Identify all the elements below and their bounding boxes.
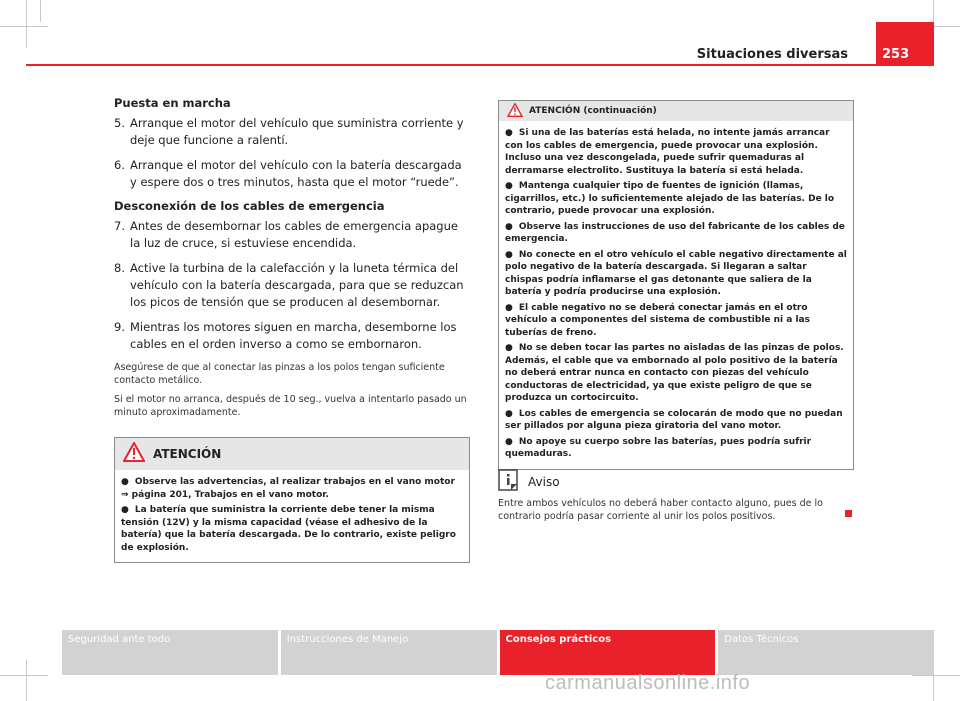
warning-item: [121, 504, 463, 554]
step-text: Mientras los motores siguen en marcha, desemborne los cables en el orden inverso a como se embornaron.: [130, 320, 457, 351]
warning-title: ATENCIÓN: [153, 447, 222, 461]
bullet: ●: [505, 249, 513, 260]
step-item: [114, 218, 470, 252]
info-note: [498, 469, 852, 523]
step-text: Arranque el motor del vehículo que suministra corriente y deje que funcione a ralentí.: [130, 116, 464, 147]
warning-title: ATENCIÓN (continuación): [529, 106, 657, 116]
tab-datos[interactable]: Datos Técnicos: [718, 630, 934, 675]
warning-item: [505, 408, 847, 433]
crop-mark: [0, 26, 48, 27]
warning-triangle-icon: [123, 442, 145, 466]
bullet: ●: [505, 436, 513, 447]
step-number: 5.: [114, 116, 125, 130]
warning-header: [499, 101, 853, 121]
warning-header: [115, 438, 469, 470]
warning-item-text: No se deben tocar las partes no aisladas de las pinzas de polos. Además, el cable que va embornado al polo positivo de la batería no deberá entrar nunca en contacto con piezas del vehículo conductoras de electricidad, ya que existe peligro de que se produzca un cortocircuito.: [505, 343, 844, 403]
end-of-section-mark: [845, 510, 852, 517]
note-paragraph: Asegúrese de que al conectar las pinzas a los polos tengan suficiente contacto metálico.: [114, 362, 445, 386]
warning-box-continued: [498, 100, 854, 470]
bullet: ●: [505, 181, 513, 191]
crop-mark: [912, 675, 960, 676]
watermark: carmanualsonline.info: [545, 672, 751, 694]
bullet: ●: [505, 221, 513, 232]
header-rule: [26, 64, 934, 66]
warning-item-text: Observe las advertencias, al realizar trabajos en el vano motor ⇒ página 201, Trabajos en el vano motor.: [121, 477, 455, 500]
bullet: ●: [505, 408, 513, 419]
tab-seguridad[interactable]: Seguridad ante todo: [62, 630, 278, 675]
crop-mark: [0, 675, 48, 676]
step-number: 8.: [114, 261, 125, 275]
warning-item: [505, 436, 847, 461]
crop-mark: [26, 660, 27, 701]
page-number: 253: [882, 47, 910, 62]
page-number-box: [876, 22, 934, 64]
info-note-icon: [498, 469, 518, 495]
step-number: 6.: [114, 158, 125, 172]
warning-item-text: No conecte en el otro vehículo el cable negativo directamente al polo negativo de la batería descargada. Si llegaran a saltar chispas podría inflamarse el gas detonante que saliera de la batería y podría producirse una explosión.: [505, 249, 847, 297]
bullet: ●: [505, 128, 513, 138]
warning-item-text: Observe las instrucciones de uso del fabricante de los cables de emergencia.: [505, 221, 845, 244]
tab-consejos[interactable]: Consejos prácticos: [500, 630, 716, 675]
step-item: [114, 260, 470, 311]
warning-triangle-icon: [507, 102, 523, 121]
warning-item: [505, 342, 847, 405]
info-note-title: Aviso: [528, 475, 560, 489]
warning-item-text: El cable negativo no se deberá conectar jamás en el otro vehículo a componentes del sistema de combustible ni a las tuberías de freno.: [505, 302, 810, 338]
warning-body: [115, 470, 469, 562]
warning-item: [505, 302, 847, 340]
warning-item: [505, 249, 847, 299]
bullet: ●: [121, 505, 129, 515]
info-note-header: [498, 469, 852, 495]
warning-item-text: Mantenga cualquier tipo de fuentes de ignición (llamas, cigarrillos, etc.) lo suficientemente alejado de las baterías. De lo contrario, puede provocar una explosión.: [505, 181, 835, 216]
step-item: [114, 157, 470, 191]
heading-disconnect: Desconexión de los cables de emergencia: [114, 199, 385, 213]
step-text: Antes de desembornar los cables de emergencia apague la luz de cruce, si estuviese encendida.: [130, 219, 458, 250]
note-paragraph: Si el motor no arranca, después de 10 seg., vuelva a intentarlo pasado un minuto aproximadamente.: [114, 394, 467, 418]
step-item: [114, 115, 470, 149]
section-title: Situaciones diversas: [696, 47, 848, 62]
step-text: Arranque el motor del vehículo con la batería descargada y espere dos o tres minutos, hasta que el motor “ruede”.: [130, 158, 462, 189]
warning-item-text: Los cables de emergencia se colocarán de modo que no puedan ser pillados por alguna pieza giratoria del vano motor.: [505, 408, 843, 431]
bullet: ●: [505, 343, 513, 353]
warning-item-text: La batería que suministra la corriente debe tener la misma tensión (12V) y la misma capacidad (véase el adhesivo de la batería) que la batería descargada. De lo contrario, existe peligro de explosión.: [121, 505, 456, 553]
warning-item: [121, 476, 463, 501]
warning-box: [114, 437, 470, 563]
bullet: ●: [121, 477, 129, 487]
tab-instrucciones[interactable]: Instrucciones de Manejo: [281, 630, 497, 675]
crop-mark: [40, 0, 41, 22]
footer-nav: [62, 630, 934, 675]
step-number: 9.: [114, 320, 125, 334]
warning-body: [499, 121, 853, 469]
bullet: ●: [505, 302, 513, 313]
warning-item-text: Si una de las baterías está helada, no intente jamás arrancar con los cables de emergencia, puede provocar una explosión. Incluso una vez descongelada, puede sufrir quemaduras al derramarse electrolito. Sustituya la batería si está helada.: [505, 128, 830, 176]
warning-item: [505, 180, 847, 218]
crop-mark: [26, 0, 27, 48]
warning-item: [505, 221, 847, 246]
left-column: [114, 96, 470, 425]
warning-item-text: No apoye su cuerpo sobre las baterías, pues podría sufrir quemaduras.: [505, 436, 812, 459]
step-item: [114, 319, 470, 353]
step-number: 7.: [114, 219, 125, 233]
warning-item: [505, 127, 847, 177]
heading-start: Puesta en marcha: [114, 96, 231, 110]
step-text: Active la turbina de la calefacción y la luneta térmica del vehículo con la batería descargada, para que se reduzcan los picos de tensión que se producen al desembornar.: [130, 261, 464, 309]
info-note-text: Entre ambos vehículos no deberá haber contacto alguno, pues de lo contrario podría pasar corriente al unir los polos positivos.: [498, 498, 823, 522]
